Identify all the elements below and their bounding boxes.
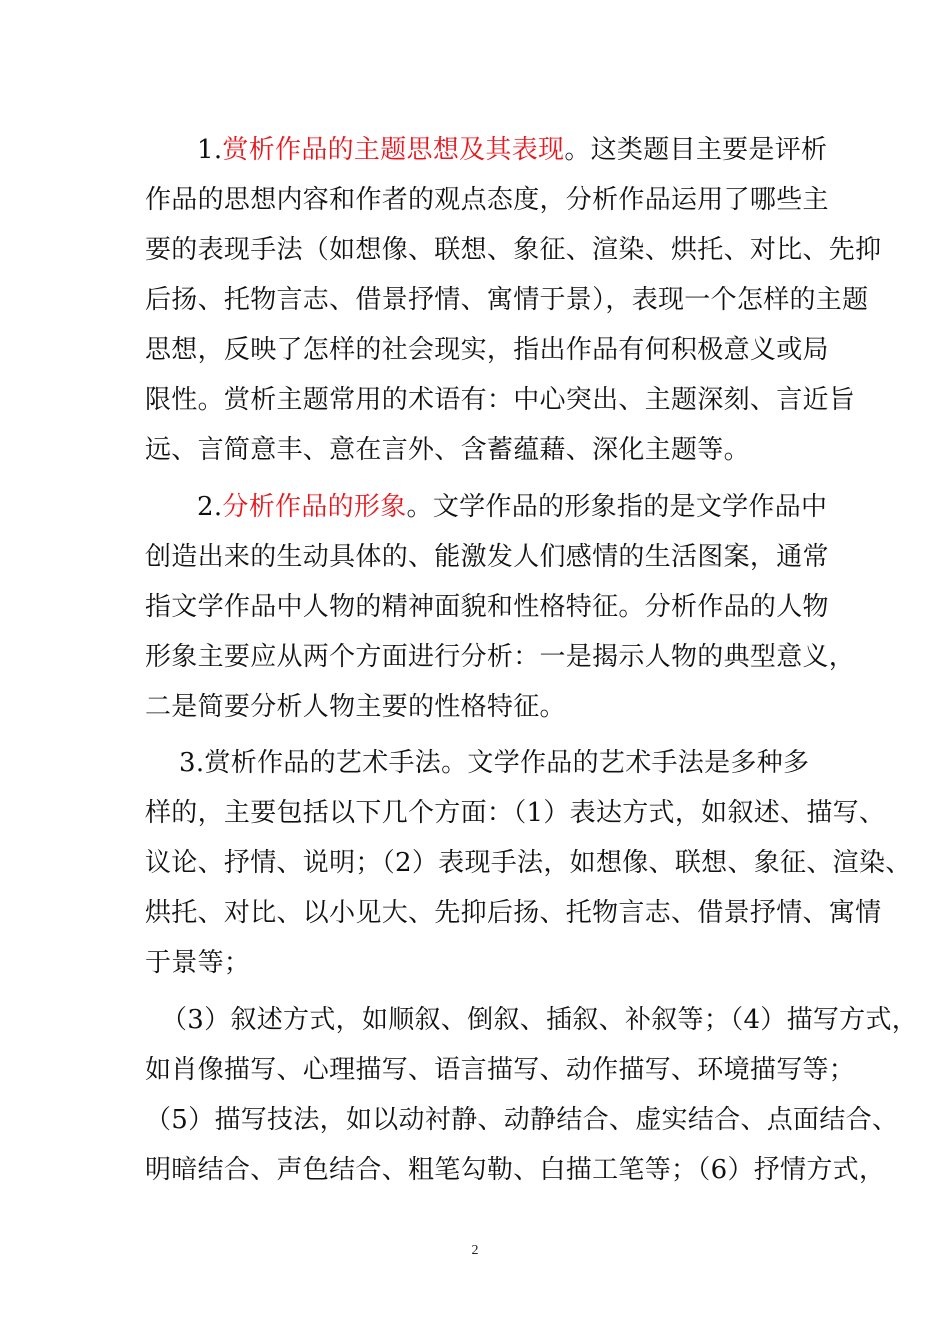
red-heading: 分析作品的形象 <box>222 492 407 522</box>
paragraph-methods <box>145 995 919 1195</box>
paragraph-line: 限性。赏析主题常用的术语有：中心突出、主题深刻、言近旨 <box>145 385 856 415</box>
paragraph-line: 指文学作品中人物的精神面貌和性格特征。分析作品的人物 <box>145 592 829 622</box>
paragraph-line: 思想，反映了怎样的社会现实，指出作品有何积极意义或局 <box>145 335 829 365</box>
paragraph-line: 烘托、对比、以小见大、先抑后扬、托物言志、借景抒情、寓情 <box>145 898 882 928</box>
paragraph-image <box>145 482 856 732</box>
paragraph-line: 形象主要应从两个方面进行分析：一是揭示人物的典型意义， <box>145 642 856 672</box>
paragraph-line <box>145 482 828 532</box>
paragraph-line: 创造出来的生动具体的、能激发人们感情的生活图案，通常 <box>145 542 829 572</box>
text-run: 。这类题目主要是评析 <box>564 135 828 165</box>
paragraph-line: （5）描写技法，如以动衬静、动静结合、虚实结合、点面结合、 <box>145 1105 899 1135</box>
paragraph-line: 于景等； <box>145 948 251 978</box>
page-number: 2 <box>471 1243 479 1258</box>
paragraph-line: （3）叙述方式，如顺叙、倒叙、插叙、补叙等；（4）描写方式， <box>161 1005 919 1035</box>
paragraph-line: 明暗结合、声色结合、粗笔勾勒、白描工笔等；（6）抒情方式， <box>145 1155 886 1185</box>
paragraph-line: 后扬、托物言志、借景抒情、寓情于景），表现一个怎样的主题 <box>145 285 869 315</box>
heading-number: 1. <box>197 135 223 165</box>
paragraph-theme <box>145 125 882 475</box>
paragraph-line: 远、言简意丰、意在言外、含蓄蕴藉、深化主题等。 <box>145 435 750 465</box>
text-run: 。文学作品的形象指的是文学作品中 <box>406 492 828 522</box>
heading-number: 2. <box>197 492 223 522</box>
paragraph-techniques <box>145 738 912 988</box>
paragraph-line <box>145 125 828 175</box>
paragraph-line: 二是简要分析人物主要的性格特征。 <box>145 692 566 722</box>
paragraph-line: 作品的思想内容和作者的观点态度，分析作品运用了哪些主 <box>145 185 829 215</box>
paragraph-line: 议论、抒情、说明；（2）表现手法，如想像、联想、象征、渲染、 <box>145 848 912 878</box>
red-heading: 赏析作品的主题思想及其表现 <box>222 135 565 165</box>
paragraph-line: 样的，主要包括以下几个方面：（1）表达方式，如叙述、描写、 <box>145 798 886 828</box>
paragraph-line: 如肖像描写、心理描写、语言描写、动作描写、环境描写等； <box>145 1055 856 1085</box>
paragraph-line: 3.赏析作品的艺术手法。文学作品的艺术手法是多种多 <box>179 748 810 778</box>
paragraph-line: 要的表现手法（如想像、联想、象征、渲染、烘托、对比、先抑 <box>145 235 882 265</box>
